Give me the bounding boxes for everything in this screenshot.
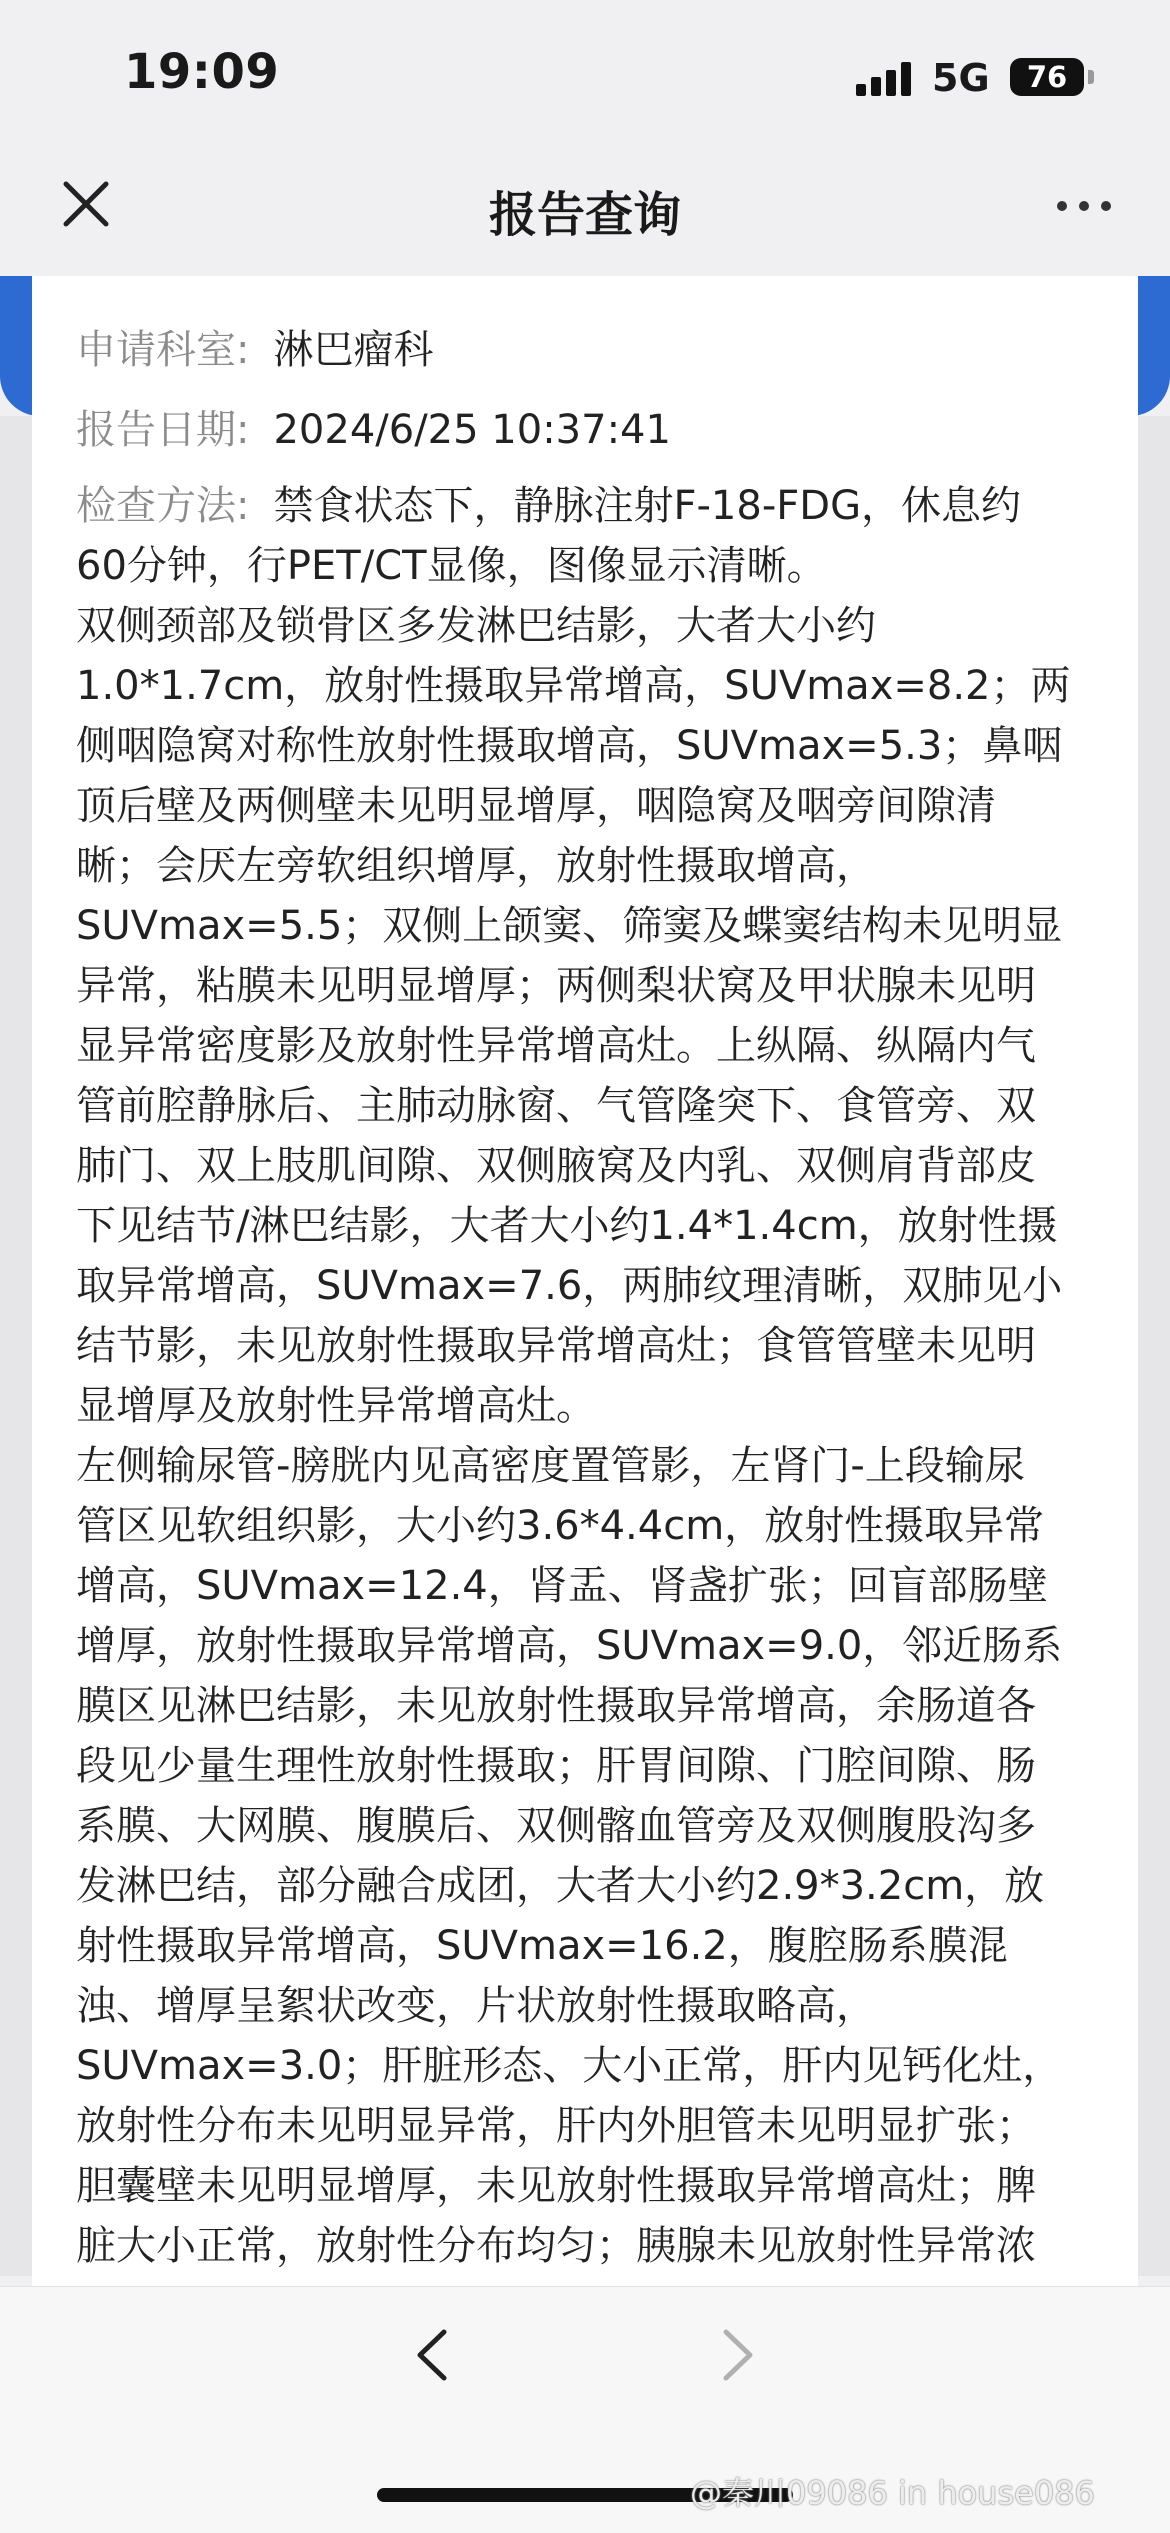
report-line: 显异常密度影及放射性异常增高灶。上纵隔、纵隔内气 <box>76 1023 1036 1069</box>
report-line: 取异常增高，SUVmax=7.6，两肺纹理清晰，双肺见小 <box>76 1263 1063 1309</box>
report-line: 肺门、双上肢肌间隙、双侧腋窝及内乳、双侧肩背部皮 <box>76 1143 1036 1189</box>
date-row <box>76 400 671 460</box>
date-label: 报告日期: <box>76 407 250 453</box>
report-line: 胆囊壁未见明显增厚，未见放射性摄取异常增高灶；脾 <box>76 2163 1036 2209</box>
report-line: SUVmax=5.5；双侧上颌窦、筛窦及蝶窦结构未见明显 <box>76 903 1063 949</box>
report-line: 双侧颈部及锁骨区多发淋巴结影，大者大小约 <box>76 603 876 649</box>
report-line: 侧咽隐窝对称性放射性摄取增高，SUVmax=5.3；鼻咽 <box>76 723 1063 769</box>
report-line: 异常，粘膜未见明显增厚；两侧梨状窝及甲状腺未见明 <box>76 963 1036 1009</box>
back-icon[interactable] <box>404 2320 460 2390</box>
dept-value: 淋巴瘤科 <box>273 327 434 373</box>
report-line: 下见结节/淋巴结影，大者大小约1.4*1.4cm，放射性摄 <box>76 1203 1058 1249</box>
battery-icon: 76 <box>1010 58 1084 96</box>
report-line: SUVmax=3.0；肝脏形态、大小正常，肝内见钙化灶， <box>76 2043 1063 2089</box>
forward-icon[interactable] <box>710 2320 766 2390</box>
page-margin-left <box>0 416 34 2276</box>
signal-icon <box>856 62 916 96</box>
report-line: 顶后壁及两侧壁未见明显增厚，咽隐窝及咽旁间隙清 <box>76 783 996 829</box>
report-line: 段见少量生理性放射性摄取；肝胃间隙、门腔间隙、肠 <box>76 1743 1036 1789</box>
report-line: 膜区见淋巴结影，未见放射性摄取异常增高，余肠道各 <box>76 1683 1036 1729</box>
report-line: 发淋巴结，部分融合成团，大者大小约2.9*3.2cm，放 <box>76 1863 1045 1909</box>
report-line: 左侧输尿管-膀胱内见高密度置管影，左肾门-上段输尿 <box>76 1443 1025 1489</box>
report-line: 显增厚及放射性异常增高灶。 <box>76 1383 596 1429</box>
report-line: 系膜、大网膜、腹膜后、双侧髂血管旁及双侧腹股沟多 <box>76 1803 1036 1849</box>
method-label: 检查方法: <box>76 483 250 529</box>
report-line-text: 禁食状态下，静脉注射F-18-FDG，休息约 <box>273 483 1022 529</box>
report-line: 射性摄取异常增高，SUVmax=16.2，腹腔肠系膜混 <box>76 1923 1008 1969</box>
status-bar <box>0 0 1170 150</box>
watermark: @秦川09086 in house086 <box>690 2474 1095 2512</box>
report-line: 60分钟，行PET/CT显像，图像显示清晰。 <box>76 543 827 589</box>
report-line <box>76 476 1126 536</box>
report-line: 管前腔静脉后、主肺动脉窗、气管隆突下、食管旁、双 <box>76 1083 1036 1129</box>
report-line: 增高，SUVmax=12.4，肾盂、肾盏扩张；回盲部肠壁 <box>76 1563 1048 1609</box>
page-title: 报告查询 <box>488 187 681 243</box>
more-icon[interactable] <box>1054 196 1114 216</box>
network-type: 5G <box>932 56 990 100</box>
page-margin-right <box>1136 416 1170 2276</box>
report-card <box>32 276 1138 2286</box>
status-time: 19:09 <box>124 44 280 100</box>
report-line: 脏大小正常，放射性分布均匀；胰腺未见放射性异常浓 <box>76 2223 1036 2269</box>
report-line: 结节影，未见放射性摄取异常增高灶；食管管壁未见明 <box>76 1323 1036 1369</box>
report-findings <box>76 476 1126 2276</box>
report-line: 1.0*1.7cm，放射性摄取异常增高，SUVmax=8.2；两 <box>76 663 1071 709</box>
report-line: 浊、增厚呈絮状改变，片状放射性摄取略高， <box>76 1983 876 2029</box>
report-line: 放射性分布未见明显异常，肝内外胆管未见明显扩张； <box>76 2103 1036 2149</box>
date-value: 2024/6/25 10:37:41 <box>273 407 671 453</box>
report-line: 管区见软组织影，大小约3.6*4.4cm，放射性摄取异常 <box>76 1503 1045 1549</box>
dept-label: 申请科室: <box>76 327 250 373</box>
report-line: 晰；会厌左旁软组织增厚，放射性摄取增高， <box>76 843 876 889</box>
report-line: 增厚，放射性摄取异常增高，SUVmax=9.0，邻近肠系 <box>76 1623 1063 1669</box>
battery-tip <box>1088 70 1094 84</box>
dept-row <box>76 320 433 380</box>
